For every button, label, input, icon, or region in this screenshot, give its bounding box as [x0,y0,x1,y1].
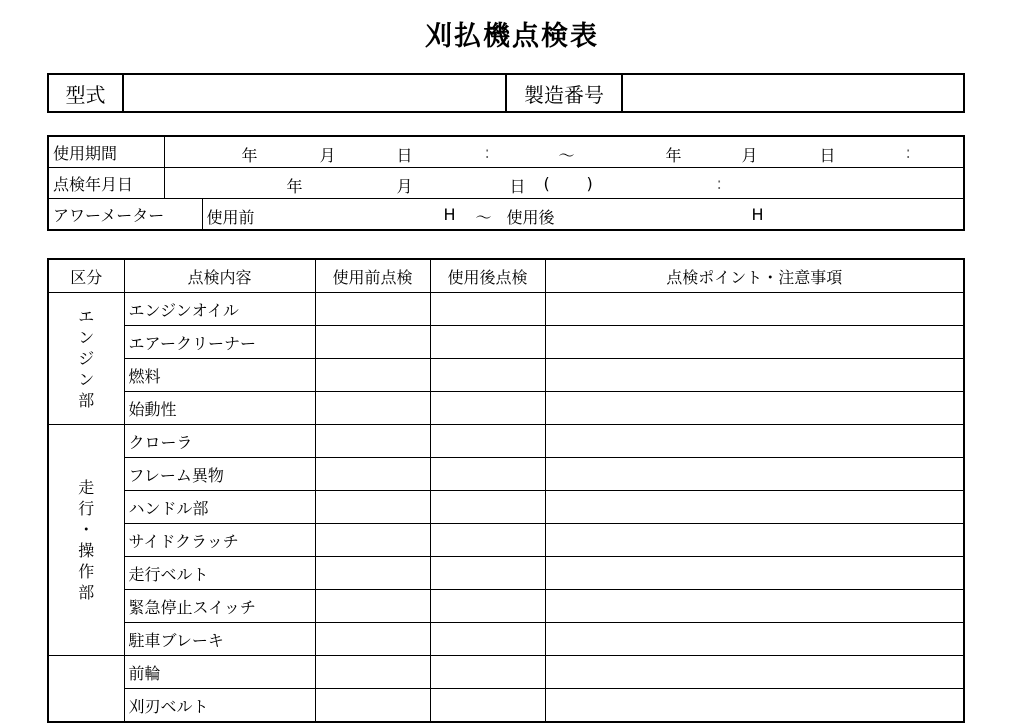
before-use-check-cell[interactable] [315,689,430,723]
category-char: 走 [78,478,95,497]
day-label: 日 [819,146,836,165]
inspection-item: サイドクラッチ [124,524,315,557]
hour-meter-label: アワーメーター [48,199,202,231]
after-use-label: 使用後 [506,208,555,227]
inspection-item: エアークリーナー [124,326,315,359]
inspection-item: 駐車ブレーキ [124,623,315,656]
year-label: 年 [241,146,258,165]
model-field[interactable] [123,74,506,112]
category-char: ・ [78,520,95,539]
notes-cell[interactable] [545,623,964,656]
notes-cell[interactable] [545,458,964,491]
inspection-date-field[interactable] [164,168,964,199]
before-use-label: 使用前 [206,208,255,227]
month-label: 月 [741,146,758,165]
hour-unit: H [443,205,456,224]
month-label: 月 [396,177,413,196]
inspection-date-label: 点検年月日 [48,168,164,199]
after-use-check-cell[interactable] [430,425,545,458]
category-char: 作 [78,562,95,581]
category-char: 部 [78,583,95,602]
tilde-label: ～ [558,146,575,165]
column-header: 点検内容 [124,259,315,293]
inspection-item: エンジンオイル [124,293,315,326]
before-use-check-cell[interactable] [315,491,430,524]
model-label: 型式 [48,74,123,112]
model-serial-table [47,73,965,113]
table-row [48,491,964,524]
category-char: 操 [78,541,95,560]
inspection-item: 走行ベルト [124,557,315,590]
table-row [48,689,964,723]
usage-period-field[interactable] [164,136,964,168]
before-use-check-cell[interactable] [315,557,430,590]
inspection-item: ハンドル部 [124,491,315,524]
before-use-check-cell[interactable] [315,458,430,491]
serial-label: 製造番号 [506,74,622,112]
table-header-row [48,259,964,293]
table-row [48,359,964,392]
after-use-check-cell[interactable] [430,326,545,359]
category-char: ジ [78,349,95,368]
notes-cell[interactable] [545,656,964,689]
colon-label: : [484,143,490,162]
inspection-item: 緊急停止スイッチ [124,590,315,623]
month-label: 月 [319,146,336,165]
after-use-check-cell[interactable] [430,590,545,623]
before-use-check-cell[interactable] [315,293,430,326]
table-row [48,656,964,689]
usage-period-label: 使用期間 [48,136,164,168]
inspection-item: 始動性 [124,392,315,425]
column-header: 点検ポイント・注意事項 [545,259,964,293]
paren-open: ( [543,174,550,193]
after-use-check-cell[interactable] [430,623,545,656]
notes-cell[interactable] [545,491,964,524]
category-char: ン [78,370,95,389]
category-char: ン [78,328,95,347]
inspection-item: 刈刃ベルト [124,689,315,723]
inspection-item: クローラ [124,425,315,458]
notes-cell[interactable] [545,689,964,723]
notes-cell[interactable] [545,524,964,557]
page-title: 刈払機点検表 [425,21,599,52]
before-use-check-cell[interactable] [315,656,430,689]
category-char: エ [78,307,95,326]
table-row [48,590,964,623]
hour-unit: H [751,205,764,224]
table-row [48,458,964,491]
colon-label: : [716,174,722,193]
inspection-item: 前輪 [124,656,315,689]
category-cell [48,425,124,656]
before-use-check-cell[interactable] [315,425,430,458]
notes-cell[interactable] [545,392,964,425]
table-row [48,326,964,359]
serial-field[interactable] [622,74,964,112]
table-row [48,557,964,590]
tilde-label: ～ [475,208,492,227]
table-row [48,623,964,656]
year-label: 年 [286,177,303,196]
category-cell [48,293,124,425]
notes-cell[interactable] [545,326,964,359]
column-header: 使用後点検 [430,259,545,293]
day-label: 日 [396,146,413,165]
category-cell [48,656,124,723]
after-use-check-cell[interactable] [430,458,545,491]
inspection-table-body [48,259,964,722]
year-label: 年 [665,146,682,165]
table-row [48,293,964,326]
category-char: 行 [78,499,95,518]
table-row [48,524,964,557]
before-use-check-cell[interactable] [315,590,430,623]
table-row [48,392,964,425]
category-char: 部 [78,391,95,410]
after-use-check-cell[interactable] [430,689,545,723]
inspection-item: フレーム異物 [124,458,315,491]
inspection-item: 燃料 [124,359,315,392]
after-use-check-cell[interactable] [430,392,545,425]
day-label: 日 [509,177,526,196]
notes-cell[interactable] [545,425,964,458]
before-use-check-cell[interactable] [315,623,430,656]
table-row [48,425,964,458]
before-use-check-cell[interactable] [315,326,430,359]
after-use-check-cell[interactable] [430,293,545,326]
paren-close: ) [586,174,593,193]
after-use-check-cell[interactable] [430,491,545,524]
before-use-check-cell[interactable] [315,359,430,392]
after-use-check-cell[interactable] [430,524,545,557]
notes-cell[interactable] [545,359,964,392]
before-use-check-cell[interactable] [315,524,430,557]
period-table [47,135,965,231]
colon-label: : [905,143,911,162]
inspection-table [47,258,965,723]
hour-meter-field[interactable] [202,199,964,231]
column-header: 区分 [48,259,124,293]
after-use-check-cell[interactable] [430,557,545,590]
before-use-check-cell[interactable] [315,392,430,425]
column-header: 使用前点検 [315,259,430,293]
after-use-check-cell[interactable] [430,359,545,392]
notes-cell[interactable] [545,590,964,623]
after-use-check-cell[interactable] [430,656,545,689]
notes-cell[interactable] [545,293,964,326]
notes-cell[interactable] [545,557,964,590]
